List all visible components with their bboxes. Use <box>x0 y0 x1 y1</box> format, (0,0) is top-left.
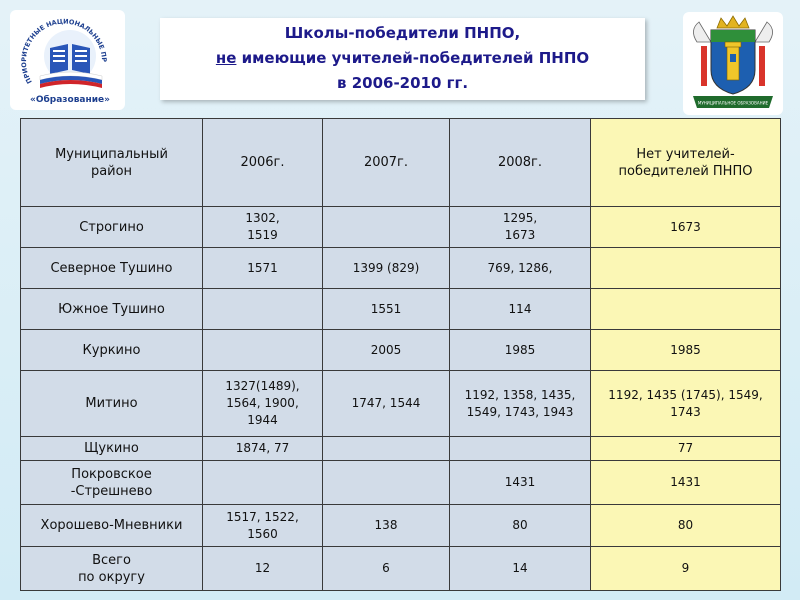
cell-2008: 14 <box>450 547 591 591</box>
cell-2008: 1431 <box>450 461 591 505</box>
cell-no-teachers: 1673 <box>591 207 781 248</box>
cell-no-teachers: 1431 <box>591 461 781 505</box>
table-row <box>21 437 781 461</box>
table-row-total <box>21 547 781 591</box>
table-row <box>21 505 781 547</box>
table-row <box>21 330 781 371</box>
cell-2008: 1985 <box>450 330 591 371</box>
cell-2008 <box>450 437 591 461</box>
cell-district: Строгино <box>21 207 203 248</box>
coat-of-arms-logo <box>683 12 783 115</box>
cell-2007 <box>323 437 450 461</box>
title-line-2 <box>160 46 645 71</box>
table-header-row <box>21 119 781 207</box>
cell-no-teachers <box>591 248 781 289</box>
table-row <box>21 207 781 248</box>
cell-district: Покровское -Стрешнево <box>21 461 203 505</box>
cell-2006 <box>203 461 323 505</box>
cell-district: Митино <box>21 371 203 437</box>
cell-2007: 6 <box>323 547 450 591</box>
book-icon <box>50 44 68 74</box>
title-line-2-underlined: не <box>215 49 237 67</box>
cell-district: Южное Тушино <box>21 289 203 330</box>
cell-2008: 114 <box>450 289 591 330</box>
header-2007: 2007г. <box>323 119 450 207</box>
winners-table <box>20 118 781 591</box>
header-2006: 2006г. <box>203 119 323 207</box>
cell-2007 <box>323 461 450 505</box>
cell-2007: 1551 <box>323 289 450 330</box>
cell-no-teachers: 9 <box>591 547 781 591</box>
coat-ribbon-text: МУНИЦИПАЛЬНОЕ ОБРАЗОВАНИЕ <box>697 100 769 106</box>
cell-no-teachers: 77 <box>591 437 781 461</box>
title-line-1: Школы-победители ПНПО, <box>284 24 521 42</box>
table-row <box>21 461 781 505</box>
title-line-2-rest: имеющие учителей-победителей ПНПО <box>236 49 590 67</box>
header-2008: 2008г. <box>450 119 591 207</box>
cell-district: Куркино <box>21 330 203 371</box>
logo-arc-text: ПРИОРИТЕТНЫЕ НАЦИОНАЛЬНЫЕ ПР <box>19 17 109 85</box>
cell-district: Всего по округу <box>21 547 203 591</box>
cell-district: Щукино <box>21 437 203 461</box>
header-no-teachers: Нет учителей- победителей ПНПО <box>591 119 781 207</box>
cell-2006: 12 <box>203 547 323 591</box>
cell-2007: 138 <box>323 505 450 547</box>
cell-no-teachers: 1985 <box>591 330 781 371</box>
table-row <box>21 371 781 437</box>
title-line-3: в 2006-2010 гг. <box>336 74 469 92</box>
cell-2006: 1874, 77 <box>203 437 323 461</box>
national-projects-logo <box>10 10 125 110</box>
cell-district: Хорошево-Мневники <box>21 505 203 547</box>
cell-2007: 1747, 1544 <box>323 371 450 437</box>
cell-2007: 2005 <box>323 330 450 371</box>
cell-district: Северное Тушино <box>21 248 203 289</box>
cell-2007: 1399 (829) <box>323 248 450 289</box>
cell-no-teachers: 80 <box>591 505 781 547</box>
cell-no-teachers: 1192, 1435 (1745), 1549, 1743 <box>591 371 781 437</box>
cell-2006: 1327(1489), 1564, 1900, 1944 <box>203 371 323 437</box>
cell-2008: 769, 1286, <box>450 248 591 289</box>
cell-2008: 80 <box>450 505 591 547</box>
slide-title <box>160 18 645 100</box>
cell-2007 <box>323 207 450 248</box>
cell-2008: 1192, 1358, 1435, 1549, 1743, 1943 <box>450 371 591 437</box>
cell-2006 <box>203 289 323 330</box>
cell-2006 <box>203 330 323 371</box>
cell-2006: 1571 <box>203 248 323 289</box>
table-row <box>21 289 781 330</box>
cell-2008: 1295, 1673 <box>450 207 591 248</box>
table-row <box>21 248 781 289</box>
logo-label: «Образование» <box>30 95 110 105</box>
cell-no-teachers <box>591 289 781 330</box>
cell-2006: 1517, 1522, 1560 <box>203 505 323 547</box>
header-district: Муниципальный район <box>21 119 203 207</box>
cell-2006: 1302, 1519 <box>203 207 323 248</box>
